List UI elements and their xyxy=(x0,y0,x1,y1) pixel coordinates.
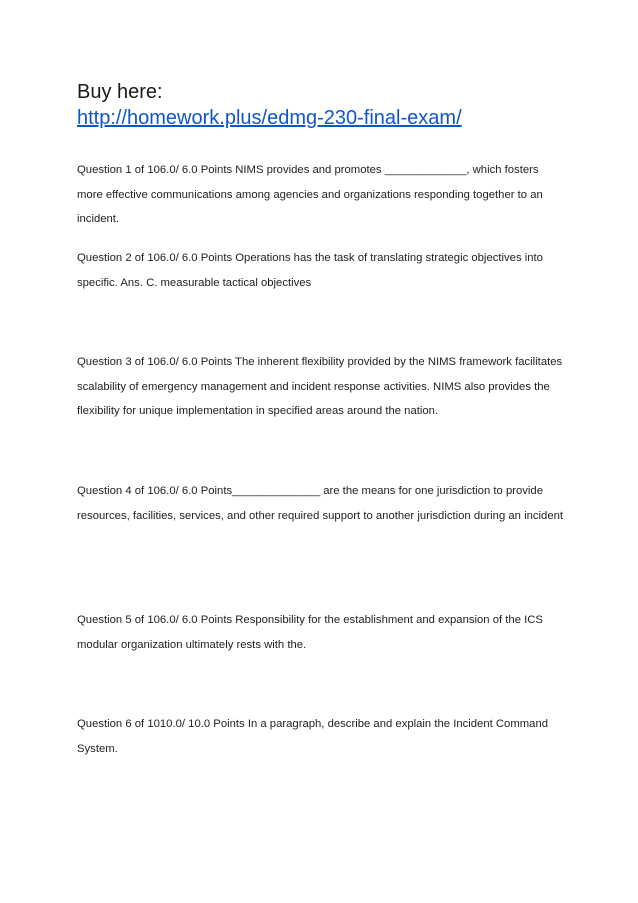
question-4: Question 4 of 106.0/ 6.0 Points______________ are the means for one jurisdiction to provide resources, facilities, services, and other required support to another jurisdiction during an incident xyxy=(77,485,564,522)
question-1: Question 1 of 106.0/ 6.0 Points NIMS provides and promotes _____________, which fosters more effective communications among agencies and organizations responding together to an incident. xyxy=(77,164,543,225)
buy-link[interactable]: http://homework.plus/edmg-230-final-exam/ xyxy=(77,107,462,129)
question-3: Question 3 of 106.0/ 6.0 Points The inherent flexibility provided by the NIMS framework facilitates scalability of emergency management and incident response activities. NIMS also provides the flexibility for unique implementation in specified areas around the nation. xyxy=(77,356,563,417)
page-title: Buy here: xyxy=(77,81,163,103)
question-5: Question 5 of 106.0/ 6.0 Points Responsibility for the establishment and expansion of the ICS modular organization ultimately rests with the. xyxy=(77,614,543,651)
question-6: Question 6 of 1010.0/ 10.0 Points In a paragraph, describe and explain the Incident Command System. xyxy=(77,718,549,755)
question-2: Question 2 of 106.0/ 6.0 Points Operations has the task of translating strategic objectives into specific. Ans. C. measurable tactical objectives xyxy=(77,252,543,289)
